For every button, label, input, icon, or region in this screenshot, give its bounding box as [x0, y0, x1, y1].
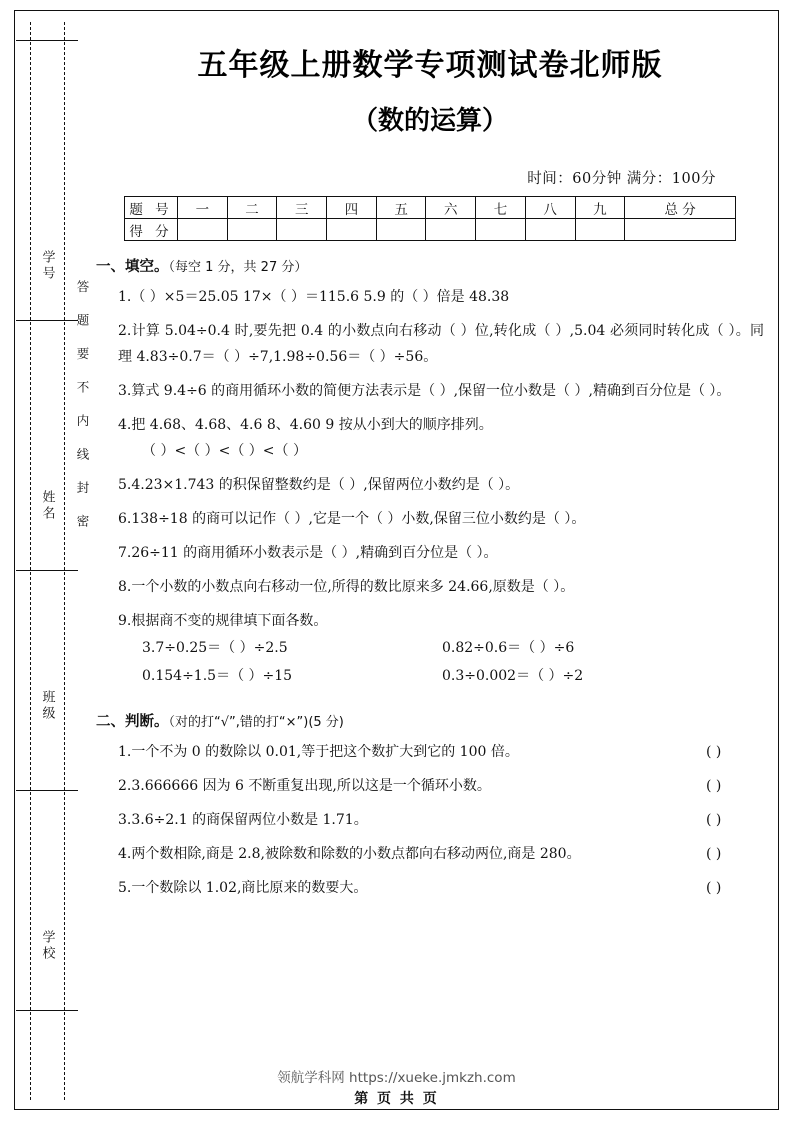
score-cell-total[interactable] [625, 219, 736, 241]
question-1-9-row-2 [96, 662, 764, 690]
seal-label-class: 班级 [39, 690, 55, 722]
seal-divider-1 [16, 40, 78, 41]
score-table-col-5: 五 [376, 197, 426, 219]
question-2-3-answer-box[interactable]: ( ) [706, 812, 722, 828]
question-2-2-text: 2.3.666666 因为 6 不断重复出现,所以这是一个循环小数。 [118, 778, 491, 794]
score-table-col-7: 七 [476, 197, 526, 219]
score-cell-5[interactable] [376, 219, 426, 241]
score-table-col-6: 六 [426, 197, 476, 219]
exam-content [96, 24, 764, 901]
score-table-col-8: 八 [525, 197, 575, 219]
page-title: 五年级上册数学专项测试卷北师版 [197, 48, 663, 83]
page-subtitle: （数的运算） [351, 106, 508, 136]
seal-text-vertical: 答 题 要 不 内 线 封 密 [75, 280, 90, 530]
seal-divider-3 [16, 570, 78, 571]
question-1-6: 6.138÷18 的商可以记作（ ）,它是一个（ ）小数,保留三位小数约是（ ）。 [118, 511, 586, 527]
exam-meta-info: 时间：60分钟 满分：100分 [527, 171, 716, 187]
question-2-4-answer-box[interactable]: ( ) [706, 846, 722, 862]
question-1-4-answer-line: （ ）<（ ）<（ ）<（ ） [142, 443, 307, 459]
question-2-4 [96, 841, 764, 867]
score-table [124, 196, 736, 241]
score-cell-2[interactable] [227, 219, 277, 241]
question-1-9-row-2-left: 0.154÷1.5＝（ ）÷15 [142, 668, 293, 684]
question-2-5-answer-box[interactable]: ( ) [706, 880, 722, 896]
seal-label-student-id: 学号 [39, 250, 55, 282]
score-cell-9[interactable] [575, 219, 625, 241]
score-table-col-total: 总 分 [625, 197, 736, 219]
question-1-1: 1.（ ）×5＝25.05 17×（ ）＝115.6 5.9 的（ ）倍是 48.38 [118, 289, 510, 305]
question-2-1 [96, 739, 764, 765]
question-2-3 [96, 807, 764, 833]
score-table-col-3: 三 [277, 197, 327, 219]
question-2-4-text: 4.两个数相除,商是 2.8,被除数和除数的小数点都向右移动两位,商是 280。 [118, 846, 581, 862]
score-table-col-2: 二 [227, 197, 277, 219]
score-cell-3[interactable] [277, 219, 327, 241]
question-1-9: 9.根据商不变的规律填下面各数。 [118, 613, 328, 629]
question-1-4: 4.把 4.68、4.68、4.6 8、4.60 9 按从小到大的顺序排列。 [118, 417, 493, 433]
score-cell-8[interactable] [525, 219, 575, 241]
score-table-label-question-no: 题 号 [125, 197, 178, 219]
score-cell-6[interactable] [426, 219, 476, 241]
footer-watermark: 领航学科网 https://xueke.jmkzh.com [277, 1070, 516, 1086]
question-1-3: 3.算式 9.4÷6 的商用循环小数的简便方法表示是（ ）,保留一位小数是（ ）,精确到百分位是（ ）。 [118, 383, 731, 399]
seal-label-name: 姓名 [39, 490, 55, 522]
score-table-col-9: 九 [575, 197, 625, 219]
question-2-3-text: 3.3.6÷2.1 的商保留两位小数是 1.71。 [118, 812, 368, 828]
question-1-9-row-2-right: 0.3÷0.002＝（ ）÷2 [442, 668, 584, 684]
section-1-heading: 一、填空。（每空 1 分，共 27 分） [96, 259, 308, 275]
score-table-row-header [125, 197, 736, 219]
question-1-8: 8.一个小数的小数点向右移动一位,所得的数比原来多 24.66,原数是（ ）。 [118, 579, 575, 595]
score-table-col-1: 一 [178, 197, 228, 219]
score-table-label-score: 得 分 [125, 219, 178, 241]
question-2-2-answer-box[interactable]: ( ) [706, 778, 722, 794]
question-2-1-answer-box[interactable]: ( ) [706, 744, 722, 760]
question-2-5 [96, 875, 764, 901]
question-1-9-row-1 [96, 634, 764, 662]
score-table-row-score [125, 219, 736, 241]
seal-label-school: 学校 [39, 930, 55, 962]
seal-divider-4 [16, 790, 78, 791]
score-cell-7[interactable] [476, 219, 526, 241]
question-1-2: 2.计算 5.04÷0.4 时,要先把 0.4 的小数点向右移动（ ）位,转化成（ ）,5.04 必须同时转化成（ ）。同理 4.83÷0.7＝（ ）÷7,1.98÷0.56＝（ ）÷56。 [118, 323, 764, 365]
score-cell-1[interactable] [178, 219, 228, 241]
score-cell-4[interactable] [327, 219, 377, 241]
section-2-heading: 二、判断。（对的打“√”,错的打“×”)(5 分) [96, 714, 344, 730]
question-1-7: 7.26÷11 的商用循环小数表示是（ ）,精确到百分位是（ ）。 [118, 545, 498, 561]
question-2-5-text: 5.一个数除以 1.02,商比原来的数要大。 [118, 880, 368, 896]
seal-divider-5 [16, 1010, 78, 1011]
question-2-1-text: 1.一个不为 0 的数除以 0.01,等于把这个数扩大到它的 100 倍。 [118, 744, 519, 760]
question-1-9-row-1-left: 3.7÷0.25＝（ ）÷2.5 [142, 640, 288, 656]
footer-page-number: 第 页 共 页 [354, 1091, 439, 1107]
question-1-9-row-1-right: 0.82÷0.6＝（ ）÷6 [442, 640, 575, 656]
question-2-2 [96, 773, 764, 799]
score-table-col-4: 四 [327, 197, 377, 219]
question-1-5: 5.4.23×1.743 的积保留整数约是（ ）,保留两位小数约是（ ）。 [118, 477, 520, 493]
